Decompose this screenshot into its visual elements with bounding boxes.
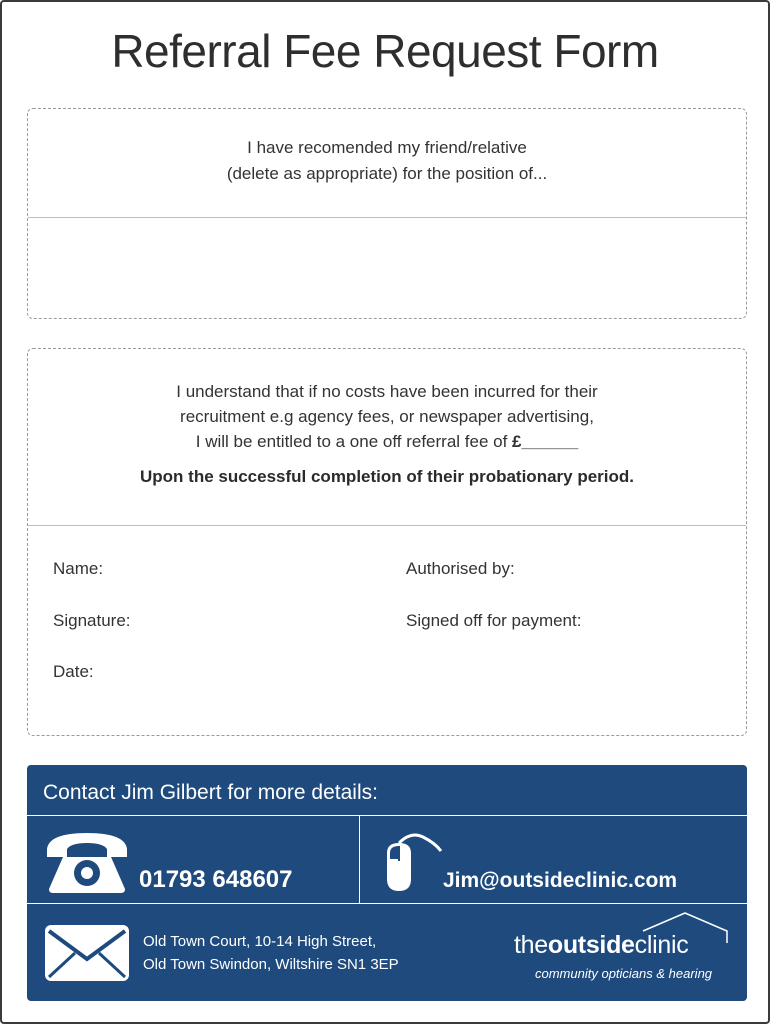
logo-text-clinic: clinic: [634, 931, 689, 959]
agreement-line-2: recruitment e.g agency fees, or newspaper advertising,: [180, 407, 594, 426]
signed-off-label: Signed off for payment:: [406, 611, 582, 630]
agreement-text: [28, 379, 746, 454]
company-logo: [514, 931, 688, 960]
agreement-line-3-text: I will be entitled to a one off referral fee of: [195, 432, 513, 451]
agreement-line-3: [28, 429, 746, 454]
contact-divider: [27, 815, 747, 816]
contact-panel: [27, 765, 747, 1001]
agreement-section: [27, 348, 747, 736]
position-section: [27, 108, 747, 319]
postal-address: [143, 930, 399, 976]
telephone-icon: [41, 827, 133, 895]
referral-fee-amount: £______: [512, 432, 579, 451]
logo-text-outside: outside: [547, 931, 635, 959]
section-divider: [28, 217, 746, 218]
contact-divider: [27, 903, 747, 904]
mouse-icon: [383, 827, 445, 895]
logo-text-the: the: [514, 931, 548, 959]
position-intro: [28, 135, 746, 187]
agreement-line-1: I understand that if no costs have been incurred for their: [176, 382, 598, 401]
name-label: Name:: [53, 559, 104, 578]
envelope-icon: [41, 921, 133, 985]
address-line-2: Old Town Swindon, Wiltshire SN1 3EP: [143, 956, 399, 973]
section-divider: [28, 525, 746, 526]
probation-condition: Upon the successful completion of their probationary period.: [140, 467, 634, 486]
address-line-1: Old Town Court, 10-14 High Street,: [143, 933, 377, 950]
email-link[interactable]: Jim@outsideclinic.com: [443, 869, 678, 892]
contact-heading: Contact Jim Gilbert for more details:: [43, 781, 378, 804]
logo-tagline: community opticians & hearing: [535, 966, 713, 981]
intro-line-2: (delete as appropriate) for the position of...: [226, 164, 548, 183]
phone-number[interactable]: 01793 648607: [139, 866, 293, 893]
contact-divider-vertical: [359, 815, 360, 903]
page-title: Referral Fee Request Form: [111, 25, 659, 77]
intro-line-1: I have recomended my friend/relative: [247, 138, 527, 157]
date-label: Date:: [53, 662, 94, 681]
authorised-by-label: Authorised by:: [406, 559, 515, 578]
signature-label: Signature:: [53, 611, 131, 630]
